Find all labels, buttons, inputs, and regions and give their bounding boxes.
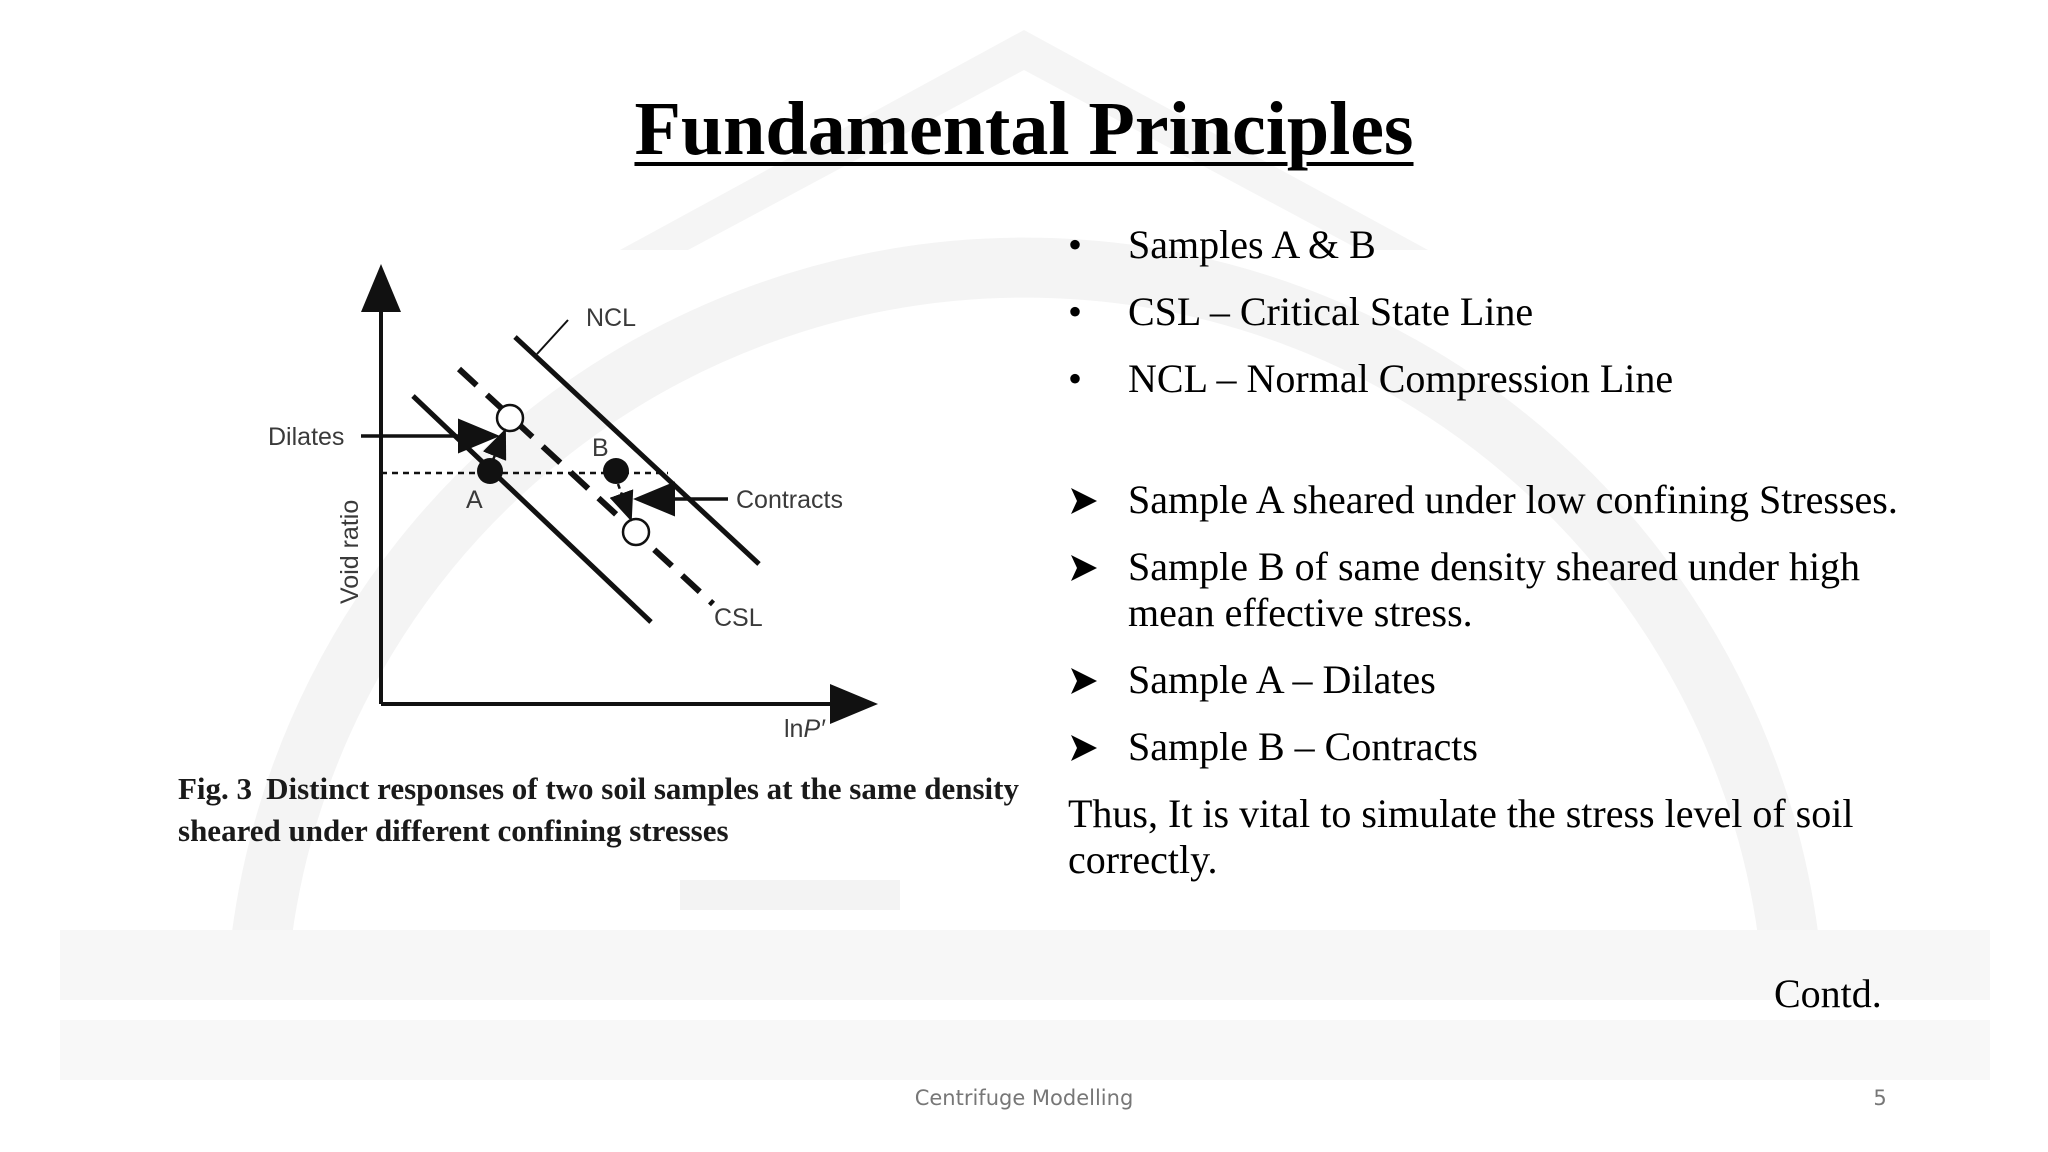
- contracts-label: Contracts: [736, 486, 843, 514]
- bullet-item: • NCL – Normal Compression Line: [1068, 356, 1674, 401]
- y-axis-label: Void ratio: [336, 499, 364, 604]
- figure-caption: [178, 768, 1038, 852]
- arrow-bullet-item: Sample A sheared under low confining Stresses.: [1068, 477, 1948, 523]
- ncl-label: NCL: [586, 304, 637, 332]
- bullet-dot: •: [1068, 222, 1083, 267]
- bullet-item: • Samples A & B: [1068, 222, 1376, 267]
- conclusion-text: Thus, It is vital to simulate the stress level of soil correctly.: [1068, 791, 1854, 882]
- void-ratio-diagram: [180, 236, 1040, 756]
- point-b-label: B: [592, 434, 609, 462]
- page-number: 5: [1873, 1086, 1887, 1110]
- arrow-bullet-item: Sample A – Dilates: [1068, 657, 1948, 703]
- point-a-final: [497, 405, 523, 431]
- point-a-label: A: [466, 486, 483, 514]
- bullet-item: • CSL – Critical State Line: [1068, 289, 1534, 334]
- arrowhead-bullet-icon: [1070, 734, 1098, 762]
- point-b-final: [623, 519, 649, 545]
- arrowhead-bullet-icon: [1070, 487, 1098, 515]
- arrow-bullet-item: Sample B – Contracts: [1068, 724, 1948, 770]
- csl-label: CSL: [714, 604, 763, 632]
- ncl-leader: [537, 320, 568, 354]
- dilates-label: Dilates: [268, 423, 345, 451]
- arrowhead-bullet-icon: [1070, 554, 1098, 582]
- arrow-bullet-item: Sample B of same density sheared under high mean effective stress.: [1068, 544, 1948, 636]
- point-a-marker: [477, 458, 503, 484]
- contd-label: Contd.: [1774, 971, 1882, 1016]
- content-list: [1068, 222, 1948, 883]
- arrowhead-bullet-icon: [1070, 667, 1098, 695]
- slide-title: Fundamental Principles: [634, 87, 1414, 171]
- contraction-path: [618, 484, 630, 517]
- x-axis-label: lnP′: [784, 715, 825, 743]
- bullet-dot: •: [1068, 289, 1083, 334]
- figure-number: Fig. 3: [178, 771, 253, 806]
- dilation-path: [493, 433, 504, 460]
- footer-text: Centrifuge Modelling: [914, 1086, 1134, 1110]
- figure-caption-text: Distinct responses of two soil samples at the same density sheared under different confining stresses: [178, 771, 1019, 848]
- bullet-dot: •: [1068, 356, 1083, 401]
